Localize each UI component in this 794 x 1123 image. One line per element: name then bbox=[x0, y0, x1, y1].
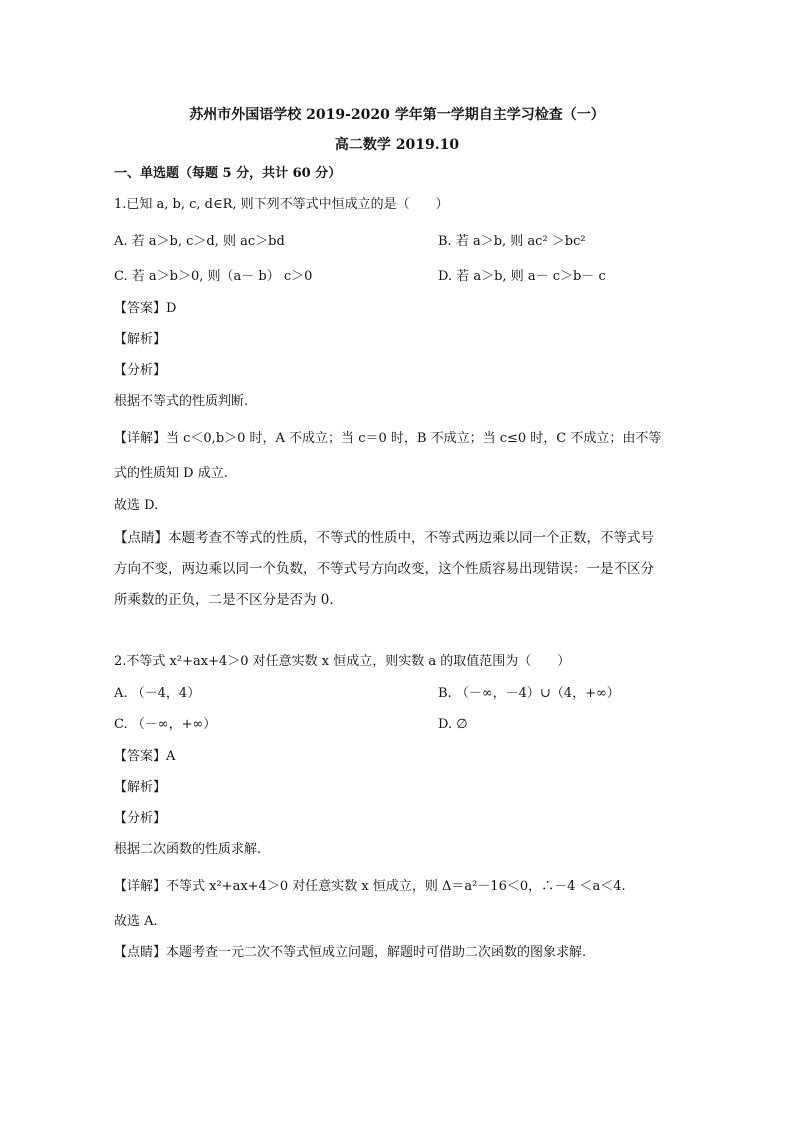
q1-option-d: D. 若 a＞b, 则 a－ c＞b－ c bbox=[438, 269, 606, 284]
q1-option-b: B. 若 a＞b, 则 ac² ＞bc² bbox=[438, 234, 586, 249]
section-heading: 一、单选题（每题 5 分，共计 60 分） bbox=[114, 166, 342, 181]
q1-comment-line-1: 【点睛】本题考查不等式的性质，不等式的性质中，不等式两边乘以同一个正数，不等式号 bbox=[114, 530, 654, 546]
q1-conclusion: 故选 D. bbox=[114, 498, 159, 513]
q2-stem: 2.不等式 x²+ax+4＞0 对任意实数 x 恒成立，则实数 a 的取值范围为（ ） bbox=[114, 654, 571, 669]
q1-fenxi: 【分析】 bbox=[114, 363, 167, 378]
document-title: 苏州市外国语学校 2019-2020 学年第一学期自主学习检查（一） bbox=[189, 107, 605, 123]
q2-jiexi: 【解析】 bbox=[114, 780, 167, 795]
q1-jiexi: 【解析】 bbox=[114, 332, 167, 347]
q2-fenxi-text: 根据二次函数的性质求解. bbox=[114, 842, 262, 857]
q2-conclusion: 故选 A. bbox=[114, 914, 158, 929]
q2-detail: 【详解】不等式 x²+ax+4＞0 对任意实数 x 恒成立，则 Δ＝a²－16＜0，∴－4 ＜a＜4. bbox=[114, 879, 626, 894]
q1-stem: 1.已知 a, b, c, d∈R, 则下列不等式中恒成立的是（ ） bbox=[114, 197, 449, 212]
q1-option-c: C. 若 a＞b＞0, 则（a－ b） c＞0 bbox=[114, 269, 313, 284]
q2-option-a: A. （－4，4） bbox=[114, 686, 201, 701]
q2-option-b: B. （－∞，－4）∪（4，+∞） bbox=[438, 686, 620, 701]
q2-comment: 【点睛】本题考查一元二次不等式恒成立问题，解题时可借助二次函数的图象求解. bbox=[114, 945, 587, 960]
q1-comment-line-2: 方向不变，两边乘以同一个负数，不等式号方向改变，这个性质容易出现错误：一是不区分 bbox=[114, 561, 654, 577]
q1-detail-line-2: 式的性质知 D 成立. bbox=[114, 466, 228, 481]
document-subtitle: 高二数学 2019.10 bbox=[334, 137, 460, 153]
q1-detail-line-1: 【详解】当 c＜0,b＞0 时，A 不成立；当 c＝0 时，B 不成立；当 c≤0 时，C 不成立；由不等 bbox=[114, 431, 662, 446]
q2-option-c: C. （－∞，+∞） bbox=[114, 717, 217, 732]
q2-option-d: D. ∅ bbox=[438, 717, 468, 732]
q2-fenxi: 【分析】 bbox=[114, 811, 167, 826]
q1-comment-line-3: 所乘数的正负，二是不区分是否为 0. bbox=[114, 592, 334, 608]
q1-fenxi-text: 根据不等式的性质判断. bbox=[114, 394, 249, 409]
q1-option-a: A. 若 a＞b, c＞d, 则 ac＞bd bbox=[114, 234, 285, 249]
q1-answer: 【答案】D bbox=[114, 301, 177, 316]
q2-answer: 【答案】A bbox=[114, 749, 176, 764]
